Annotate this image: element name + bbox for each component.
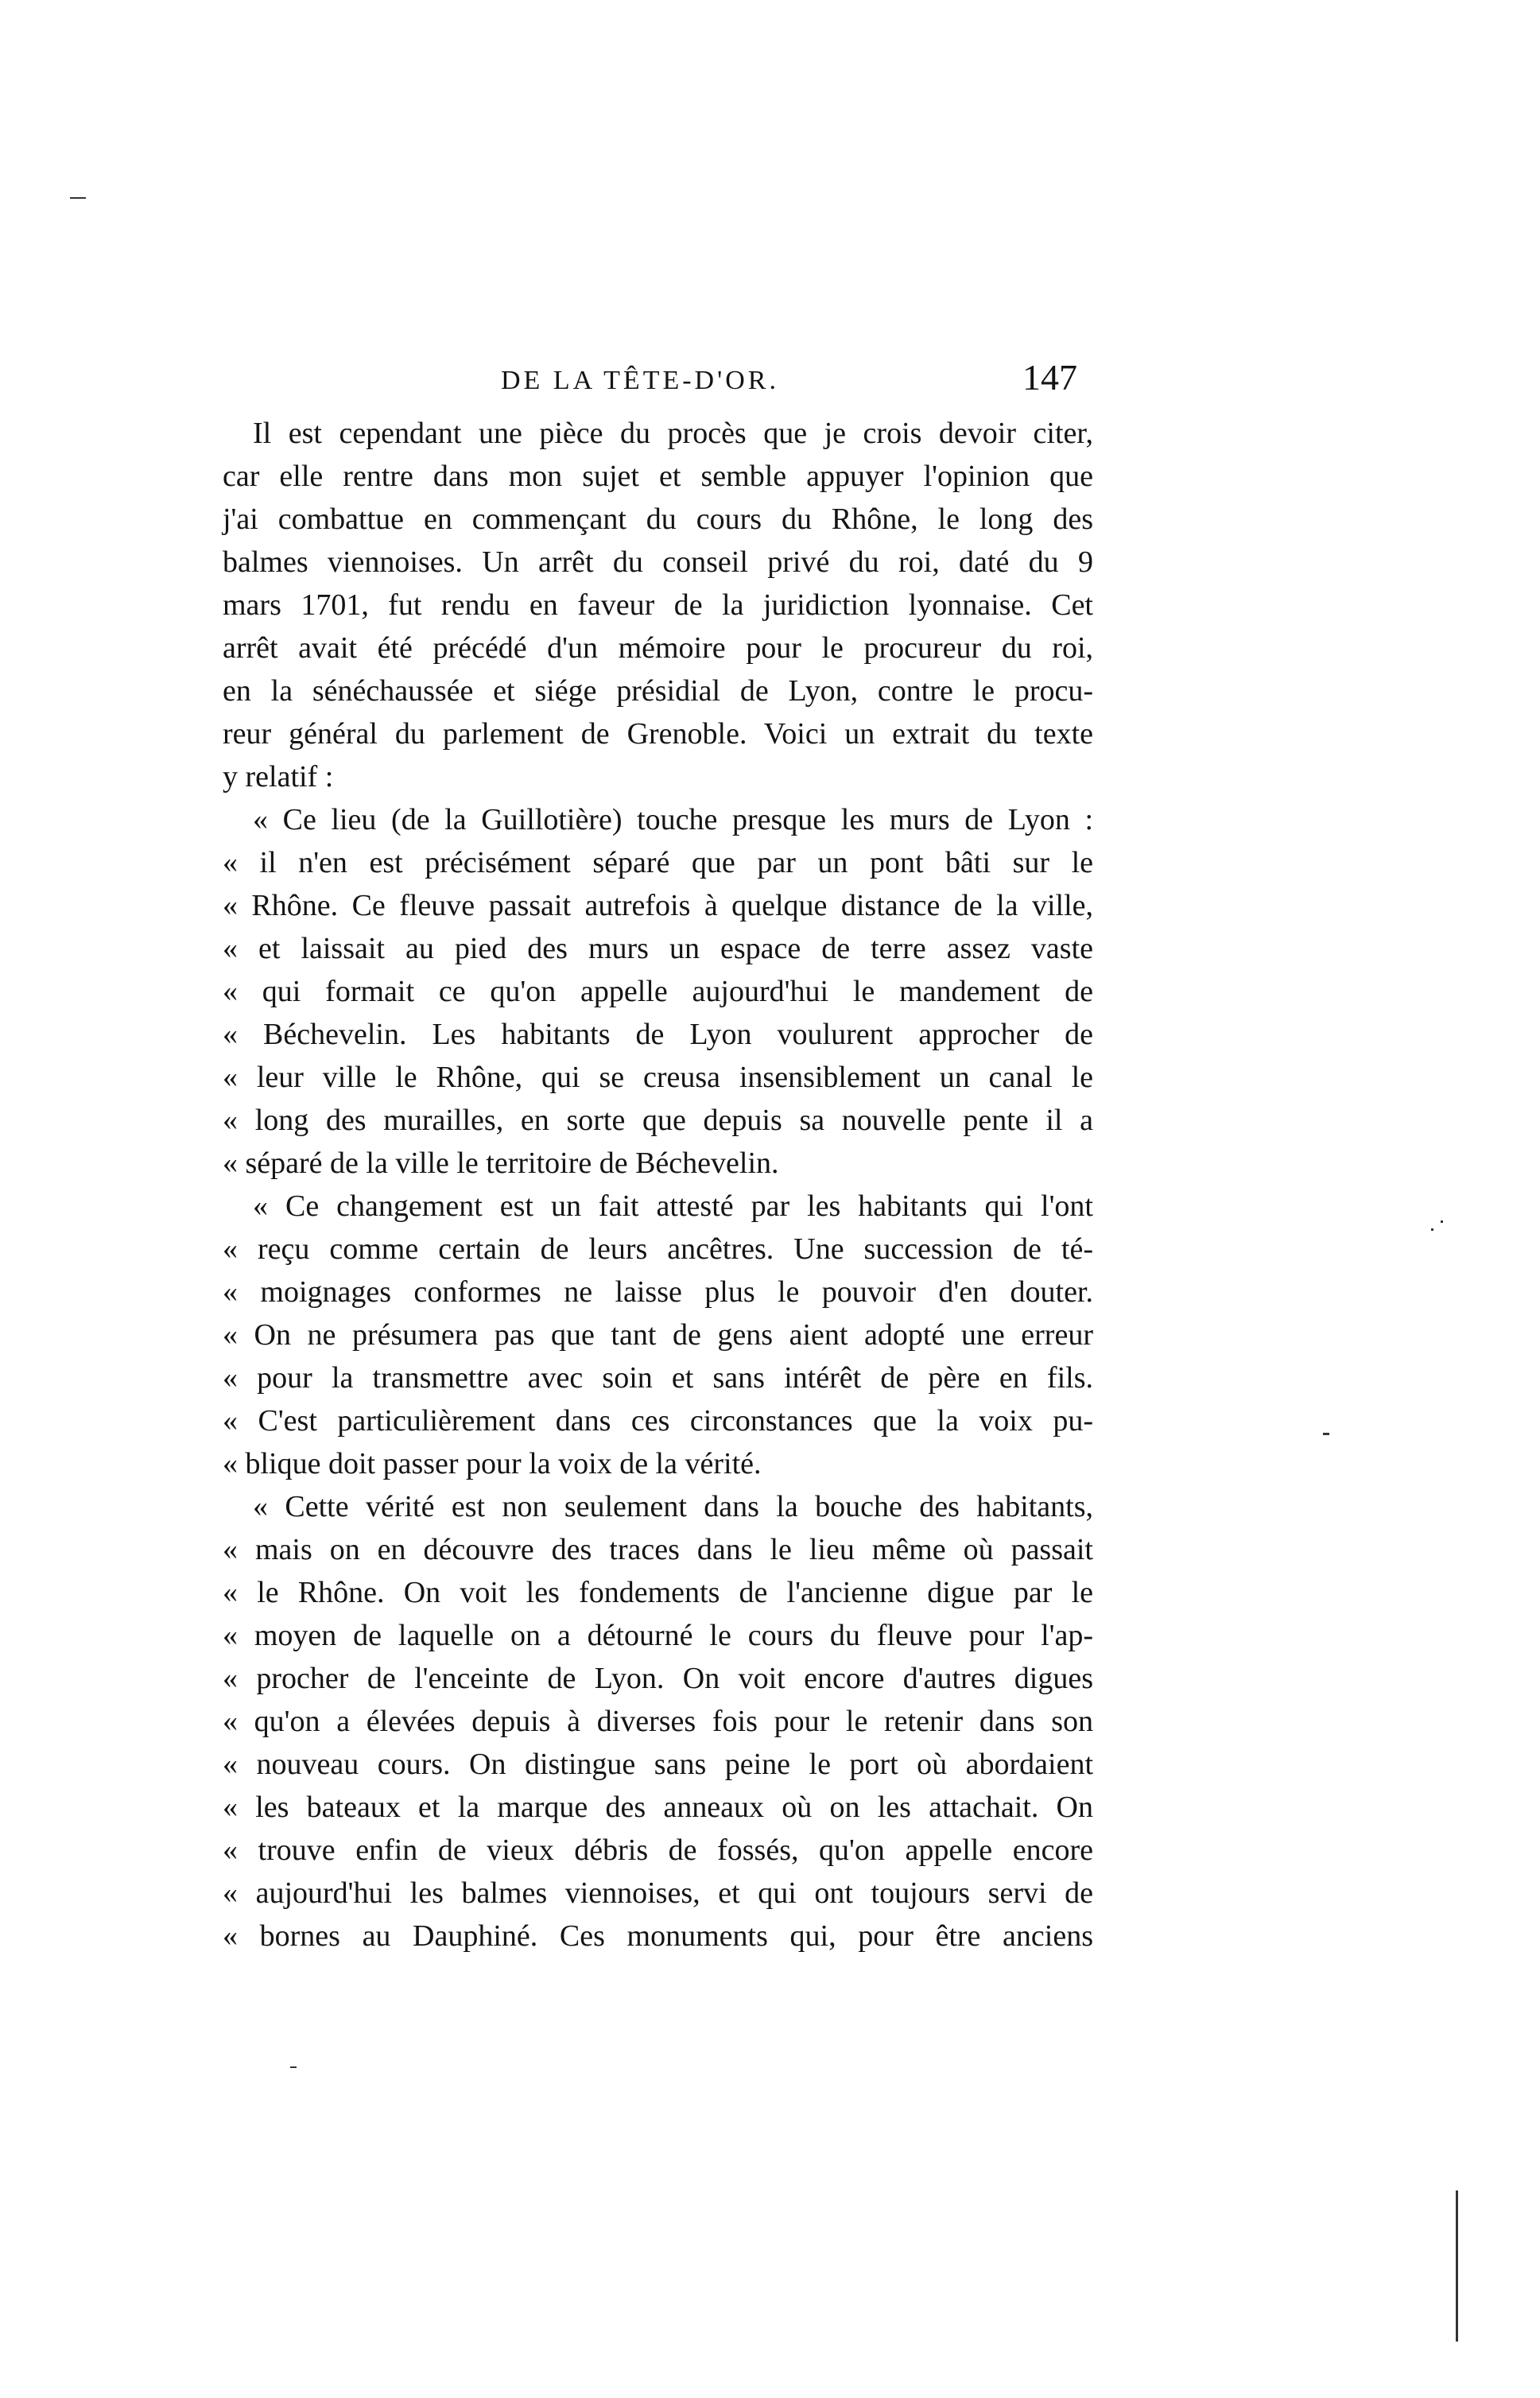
quote-line: « leur ville le Rhône, qui se creusa insensiblement un canal le bbox=[223, 1061, 1093, 1094]
quote-line: « On ne présumera pas que tant de gens aient adopté une erreur bbox=[223, 1318, 1093, 1352]
quote-line: « aujourd'hui les balmes viennoises, et qui ont toujours servi de bbox=[223, 1876, 1093, 1910]
text-line: j'ai combattue en commençant du cours du Rhône, le long des bbox=[223, 502, 1093, 536]
running-head: DE LA TÊTE-D'OR. bbox=[501, 366, 779, 395]
quote-line: « moyen de laquelle on a détourné le cours du fleuve pour l'ap- bbox=[223, 1619, 1093, 1652]
quote-line: « C'est particulièrement dans ces circonstances que la voix pu- bbox=[223, 1404, 1093, 1438]
scan-artifact-edge-line bbox=[1456, 2190, 1458, 2342]
text-line: balmes viennoises. Un arrêt du conseil privé du roi, daté du 9 bbox=[223, 545, 1093, 579]
quote-line: « pour la transmettre avec soin et sans intérêt de père en fils. bbox=[223, 1361, 1093, 1395]
quote-line: « Ce lieu (de la Guillotière) touche presque les murs de Lyon : bbox=[253, 803, 1093, 836]
text-line: car elle rentre dans mon sujet et semble appuyer l'opinion que bbox=[223, 460, 1093, 493]
quote-line: « séparé de la ville le territoire de Béchevelin. bbox=[223, 1147, 779, 1180]
page-header bbox=[223, 355, 1093, 410]
quote-line: « il n'en est précisément séparé que par un pont bâti sur le bbox=[223, 846, 1093, 879]
quote-line: « bornes au Dauphiné. Ces monuments qui, pour être anciens bbox=[223, 1919, 1093, 1953]
text-line: y relatif : bbox=[223, 760, 334, 794]
quote-line: « blique doit passer pour la voix de la vérité. bbox=[223, 1447, 762, 1480]
scan-artifact-speck bbox=[1431, 1228, 1433, 1231]
quote-line: « long des murailles, en sorte que depuis sa nouvelle pente il a bbox=[223, 1104, 1093, 1137]
text-line: mars 1701, fut rendu en faveur de la juridiction lyonnaise. Cet bbox=[223, 588, 1093, 622]
scan-artifact-dash bbox=[70, 197, 86, 199]
quote-line: « le Rhône. On voit les fondements de l'ancienne digue par le bbox=[223, 1576, 1093, 1609]
quote-line: « Cette vérité est non seulement dans la bouche des habitants, bbox=[253, 1490, 1093, 1523]
quote-line: « moignages conformes ne laisse plus le pouvoir d'en douter. bbox=[223, 1275, 1093, 1309]
quote-line: « et laissait au pied des murs un espace de terre assez vaste bbox=[223, 932, 1093, 965]
text-line: en la sénéchaussée et siége présidial de Lyon, contre le procu- bbox=[223, 674, 1093, 708]
body-text bbox=[223, 412, 1093, 1958]
quote-line: « procher de l'enceinte de Lyon. On voit encore d'autres digues bbox=[223, 1662, 1093, 1695]
text-line: arrêt avait été précédé d'un mémoire pour le procureur du roi, bbox=[223, 631, 1093, 665]
quote-line: « qui formait ce qu'on appelle aujourd'hui le mandement de bbox=[223, 975, 1093, 1008]
quote-line: « nouveau cours. On distingue sans peine le port où abordaient bbox=[223, 1748, 1093, 1781]
scan-artifact-speck bbox=[290, 2066, 297, 2068]
quote-line: « Rhône. Ce fleuve passait autrefois à quelque distance de la ville, bbox=[223, 889, 1093, 922]
text-line: Il est cependant une pièce du procès que je crois devoir citer, bbox=[253, 417, 1093, 450]
page-number: 147 bbox=[1022, 357, 1077, 398]
quote-line: « mais on en découvre des traces dans le lieu même où passait bbox=[223, 1533, 1093, 1566]
scan-artifact-speck bbox=[1441, 1220, 1443, 1223]
quote-line: « Béchevelin. Les habitants de Lyon voulurent approcher de bbox=[223, 1018, 1093, 1051]
scan-artifact-speck bbox=[1323, 1433, 1329, 1435]
quote-line: « qu'on a élevées depuis à diverses fois pour le retenir dans son bbox=[223, 1705, 1093, 1738]
text-line: reur général du parlement de Grenoble. Voici un extrait du texte bbox=[223, 717, 1093, 751]
quote-line: « reçu comme certain de leurs ancêtres. Une succession de té- bbox=[223, 1232, 1093, 1266]
quote-line: « trouve enfin de vieux débris de fossés, qu'on appelle encore bbox=[223, 1833, 1093, 1867]
quote-line: « les bateaux et la marque des anneaux où on les attachait. On bbox=[223, 1791, 1093, 1824]
quote-line: « Ce changement est un fait attesté par les habitants qui l'ont bbox=[253, 1189, 1093, 1223]
